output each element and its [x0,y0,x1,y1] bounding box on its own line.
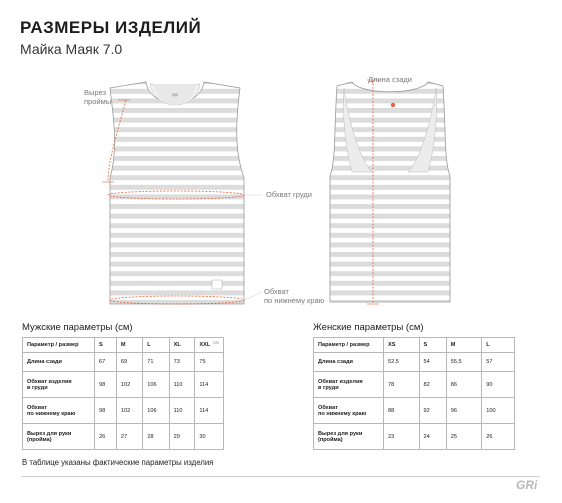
table-cell: 110 [169,372,195,398]
param-name: Длина сзади [23,353,95,372]
footer-divider [22,476,540,477]
param-name: Вырез для руки (пройма) [23,424,95,450]
table-cell: 114 [195,398,224,424]
men-size-table [22,337,224,450]
table-cell: 90 [482,372,515,398]
table-cell: 110 [169,398,195,424]
column-header: S [95,338,117,353]
neck-tag: GRi [172,93,178,97]
table-cell: 88 [384,398,420,424]
table-row [314,398,515,424]
armhole-label: Вырез проймы [84,88,112,107]
table-cell: 82 [419,372,446,398]
column-header: L [143,338,169,353]
table-cell: 100 [482,398,515,424]
product-name: Майка Маяк 7.0 [20,41,123,57]
table-cell: 52,5 [384,353,420,372]
table-cell: 78 [384,372,420,398]
column-header: L [482,338,515,353]
table-row [314,353,515,372]
param-name: Обхват по нижнему краю [23,398,95,424]
back-view [325,70,455,310]
front-view [100,70,262,310]
table-row [314,424,515,450]
table-cell: 73 [169,353,195,372]
column-header: Параметр / размер [23,338,95,353]
table-cell: 27 [116,424,142,450]
param-name: Обхват изделия в груди [23,372,95,398]
column-header: XL [169,338,195,353]
hem-label: Обхват по нижнему краю [264,287,325,306]
table-cell: 102 [116,398,142,424]
table-cell: 25 [446,424,482,450]
table-cell: 114 [195,372,224,398]
table-cell: 106 [143,398,169,424]
table-row [23,372,224,398]
table-cell: 98 [95,372,117,398]
table-header-row [23,338,224,353]
column-header: S [419,338,446,353]
table-cell: 75 [195,353,224,372]
table-cell: 92 [419,398,446,424]
table-cell: 57 [482,353,515,372]
param-name: Обхват изделия в груди [314,372,384,398]
table-cell: 26 [95,424,117,450]
table-cell: 96 [446,398,482,424]
table-row [314,372,515,398]
table-cell: 102 [116,372,142,398]
back-length-label: Длина сзади [368,75,412,84]
table-row [23,398,224,424]
women-size-table [313,337,515,450]
table-cell: 28 [143,424,169,450]
table-cell: 29 [169,424,195,450]
table-cell: 26 [482,424,515,450]
table-cell: 24 [419,424,446,450]
table-cell: 67 [95,353,117,372]
table-cell: 106 [143,372,169,398]
table-cell: 86 [446,372,482,398]
chest-label: Обхват груди [266,190,312,199]
column-header: XS [384,338,420,353]
param-name: Вырез для руки (пройма) [314,424,384,450]
table-row [23,353,224,372]
table-cell: 23 [384,424,420,450]
hem-tag: GRi [213,341,219,345]
table-cell: 98 [95,398,117,424]
table-cell: 55,5 [446,353,482,372]
column-header: M [116,338,142,353]
column-header: M [446,338,482,353]
table-footnote: В таблице указаны фактические параметры изделия [22,458,214,467]
table-header-row [314,338,515,353]
table-row [23,424,224,450]
column-header: XXL [195,338,224,353]
column-header: Параметр / размер [314,338,384,353]
women-table-title: Женские параметры (см) [313,322,424,333]
param-name: Длина сзади [314,353,384,372]
table-cell: 71 [143,353,169,372]
brand-logo: GRi [516,478,538,492]
table-cell: 30 [195,424,224,450]
table-cell: 69 [116,353,142,372]
men-table-title: Мужские параметры (см) [22,322,133,333]
page-title: РАЗМЕРЫ ИЗДЕЛИЙ [20,18,202,37]
table-cell: 54 [419,353,446,372]
param-name: Обхват по нижнему краю [314,398,384,424]
